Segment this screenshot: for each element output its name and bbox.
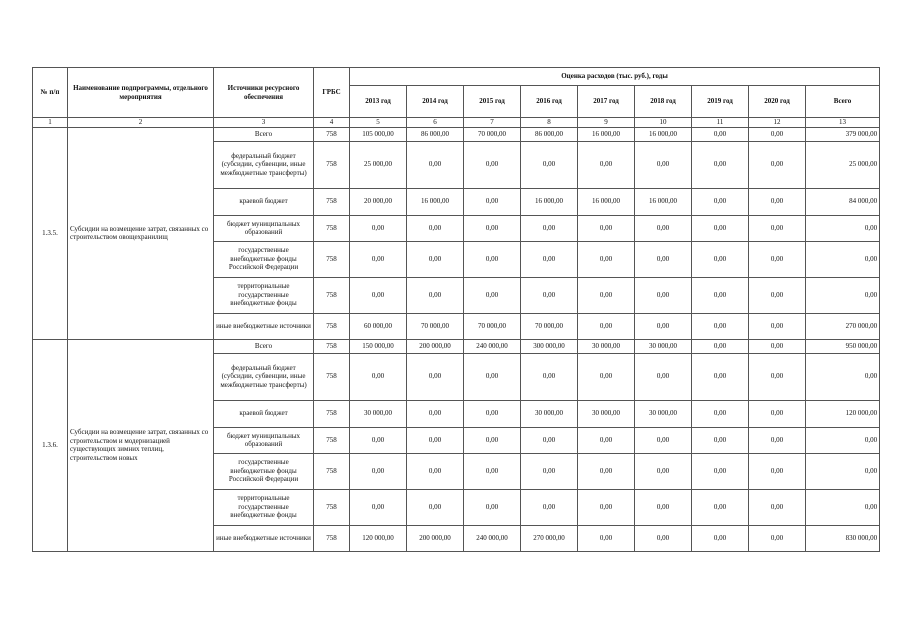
header-estimate: Оценка расходов (тыс. руб.), годы [350,68,880,86]
column-number: 1 [33,118,68,128]
year-value: 0,00 [407,489,464,525]
funding-source: Всего [214,127,314,141]
total-value: 0,00 [806,453,880,489]
total-value: 0,00 [806,215,880,241]
year-value: 0,00 [521,427,578,453]
header-grbs: ГРБС [314,68,350,118]
year-value: 0,00 [464,453,521,489]
year-value: 0,00 [635,427,692,453]
year-value: 0,00 [692,400,749,427]
year-value: 16 000,00 [578,127,635,141]
year-value: 0,00 [635,277,692,313]
year-value: 30 000,00 [578,339,635,353]
column-number: 13 [806,118,880,128]
year-value: 0,00 [578,277,635,313]
year-value: 70 000,00 [464,127,521,141]
year-value: 16 000,00 [407,188,464,215]
year-value: 0,00 [749,489,806,525]
year-value: 0,00 [350,215,407,241]
year-value: 0,00 [521,215,578,241]
total-value: 0,00 [806,353,880,400]
header-total: Всего [806,86,880,118]
year-value: 0,00 [521,141,578,188]
program-name: Субсидии на возмещение затрат, связанных со строительством овощехранилищ [68,127,214,339]
year-value: 30 000,00 [635,339,692,353]
year-value: 0,00 [464,277,521,313]
year-value: 0,00 [635,141,692,188]
year-value: 0,00 [749,127,806,141]
column-number: 12 [749,118,806,128]
program-number: 1.3.6. [33,339,68,551]
year-value: 0,00 [692,188,749,215]
year-value: 0,00 [749,277,806,313]
header-year: 2015 год [464,86,521,118]
funding-source: краевой бюджет [214,188,314,215]
year-value: 0,00 [692,127,749,141]
grbs-code: 758 [314,188,350,215]
year-value: 0,00 [578,427,635,453]
year-value: 105 000,00 [350,127,407,141]
year-value: 240 000,00 [464,525,521,551]
year-value: 0,00 [749,427,806,453]
year-value: 16 000,00 [635,127,692,141]
year-value: 0,00 [749,400,806,427]
year-value: 0,00 [407,215,464,241]
header-year: 2019 год [692,86,749,118]
column-number: 10 [635,118,692,128]
year-value: 300 000,00 [521,339,578,353]
year-value: 0,00 [635,525,692,551]
year-value: 0,00 [464,141,521,188]
grbs-code: 758 [314,313,350,339]
header-year: 2013 год [350,86,407,118]
year-value: 0,00 [464,353,521,400]
grbs-code: 758 [314,489,350,525]
funding-source: государственные внебюджетные фонды Российской Федерации [214,453,314,489]
year-value: 0,00 [407,453,464,489]
year-value: 0,00 [578,489,635,525]
year-value: 0,00 [749,339,806,353]
year-value: 0,00 [521,353,578,400]
year-value: 0,00 [692,141,749,188]
header-source: Источники ресурсного обеспечения [214,68,314,118]
funding-source: иные внебюджетные источники [214,313,314,339]
header-name: Наименование подпрограммы, отдельного мероприятия [68,68,214,118]
year-value: 150 000,00 [350,339,407,353]
year-value: 0,00 [350,453,407,489]
column-number: 4 [314,118,350,128]
column-number: 6 [407,118,464,128]
year-value: 0,00 [749,353,806,400]
column-number-row [33,118,880,128]
grbs-code: 758 [314,427,350,453]
year-value: 0,00 [749,188,806,215]
year-value: 0,00 [749,453,806,489]
header-year: 2020 год [749,86,806,118]
grbs-code: 758 [314,241,350,277]
year-value: 70 000,00 [521,313,578,339]
year-value: 0,00 [692,241,749,277]
year-value: 0,00 [350,277,407,313]
year-value: 270 000,00 [521,525,578,551]
year-value: 0,00 [407,353,464,400]
funding-source: территориальные государственные внебюджетные фонды [214,277,314,313]
total-value: 0,00 [806,427,880,453]
header-year: 2014 год [407,86,464,118]
year-value: 86 000,00 [521,127,578,141]
year-value: 0,00 [692,277,749,313]
year-value: 0,00 [464,188,521,215]
funding-source: территориальные государственные внебюджетные фонды [214,489,314,525]
year-value: 0,00 [350,489,407,525]
year-value: 30 000,00 [578,400,635,427]
funding-source: федеральный бюджет (субсидии, субвенции, иные межбюджетные трансферты) [214,353,314,400]
year-value: 0,00 [407,241,464,277]
year-value: 0,00 [692,353,749,400]
year-value: 0,00 [692,427,749,453]
year-value: 200 000,00 [407,339,464,353]
column-number: 3 [214,118,314,128]
year-value: 0,00 [692,453,749,489]
year-value: 0,00 [407,400,464,427]
year-value: 0,00 [464,215,521,241]
grbs-code: 758 [314,400,350,427]
total-value: 25 000,00 [806,141,880,188]
header-num: № п/п [33,68,68,118]
year-value: 0,00 [578,453,635,489]
year-value: 0,00 [350,241,407,277]
program-name: Субсидии на возмещение затрат, связанных со строительством и модернизацией существующих зимних теплиц, строительством новых [68,339,214,551]
year-value: 0,00 [521,241,578,277]
year-value: 0,00 [578,141,635,188]
year-value: 0,00 [692,339,749,353]
column-number: 8 [521,118,578,128]
column-number: 11 [692,118,749,128]
total-value: 0,00 [806,489,880,525]
total-value: 379 000,00 [806,127,880,141]
year-value: 16 000,00 [635,188,692,215]
year-value: 0,00 [635,353,692,400]
funding-source: государственные внебюджетные фонды Российской Федерации [214,241,314,277]
column-number: 2 [68,118,214,128]
year-value: 0,00 [350,427,407,453]
year-value: 0,00 [692,489,749,525]
grbs-code: 758 [314,453,350,489]
year-value: 0,00 [692,313,749,339]
funding-source: бюджет муниципальных образований [214,427,314,453]
year-value: 0,00 [749,525,806,551]
year-value: 0,00 [578,353,635,400]
year-value: 120 000,00 [350,525,407,551]
year-value: 70 000,00 [464,313,521,339]
funding-source: федеральный бюджет (субсидии, субвенции, иные межбюджетные трансферты) [214,141,314,188]
year-value: 30 000,00 [635,400,692,427]
grbs-code: 758 [314,127,350,141]
year-value: 0,00 [578,313,635,339]
year-value: 0,00 [464,489,521,525]
year-value: 0,00 [407,277,464,313]
total-value: 830 000,00 [806,525,880,551]
grbs-code: 758 [314,339,350,353]
funding-source: бюджет муниципальных образований [214,215,314,241]
year-value: 0,00 [578,241,635,277]
grbs-code: 758 [314,353,350,400]
total-value: 84 000,00 [806,188,880,215]
year-value: 0,00 [749,313,806,339]
year-value: 0,00 [578,215,635,241]
year-value: 60 000,00 [350,313,407,339]
year-value: 240 000,00 [464,339,521,353]
year-value: 30 000,00 [350,400,407,427]
total-value: 0,00 [806,241,880,277]
year-value: 0,00 [692,215,749,241]
year-value: 20 000,00 [350,188,407,215]
year-value: 0,00 [521,277,578,313]
total-value: 950 000,00 [806,339,880,353]
year-value: 0,00 [635,313,692,339]
year-value: 0,00 [464,241,521,277]
year-value: 0,00 [749,141,806,188]
year-value: 0,00 [749,215,806,241]
year-value: 16 000,00 [578,188,635,215]
column-number: 7 [464,118,521,128]
year-value: 0,00 [635,215,692,241]
year-value: 86 000,00 [407,127,464,141]
funding-source: Всего [214,339,314,353]
column-number: 9 [578,118,635,128]
year-value: 0,00 [635,241,692,277]
year-value: 25 000,00 [350,141,407,188]
year-value: 0,00 [578,525,635,551]
grbs-code: 758 [314,525,350,551]
year-value: 0,00 [635,453,692,489]
total-value: 270 000,00 [806,313,880,339]
header-year: 2017 год [578,86,635,118]
year-value: 0,00 [521,489,578,525]
funding-source: иные внебюджетные источники [214,525,314,551]
grbs-code: 758 [314,215,350,241]
grbs-code: 758 [314,141,350,188]
year-value: 0,00 [407,427,464,453]
table-row [33,127,880,141]
year-value: 0,00 [521,453,578,489]
year-value: 0,00 [749,241,806,277]
header-year: 2016 год [521,86,578,118]
table-row [33,339,880,353]
grbs-code: 758 [314,277,350,313]
year-value: 0,00 [692,525,749,551]
year-value: 30 000,00 [521,400,578,427]
year-value: 16 000,00 [521,188,578,215]
year-value: 0,00 [350,353,407,400]
total-value: 0,00 [806,277,880,313]
total-value: 120 000,00 [806,400,880,427]
year-value: 0,00 [635,489,692,525]
budget-table [32,67,880,552]
year-value: 0,00 [464,427,521,453]
year-value: 200 000,00 [407,525,464,551]
year-value: 70 000,00 [407,313,464,339]
year-value: 0,00 [464,400,521,427]
header-year: 2018 год [635,86,692,118]
program-number: 1.3.5. [33,127,68,339]
column-number: 5 [350,118,407,128]
funding-source: краевой бюджет [214,400,314,427]
year-value: 0,00 [407,141,464,188]
